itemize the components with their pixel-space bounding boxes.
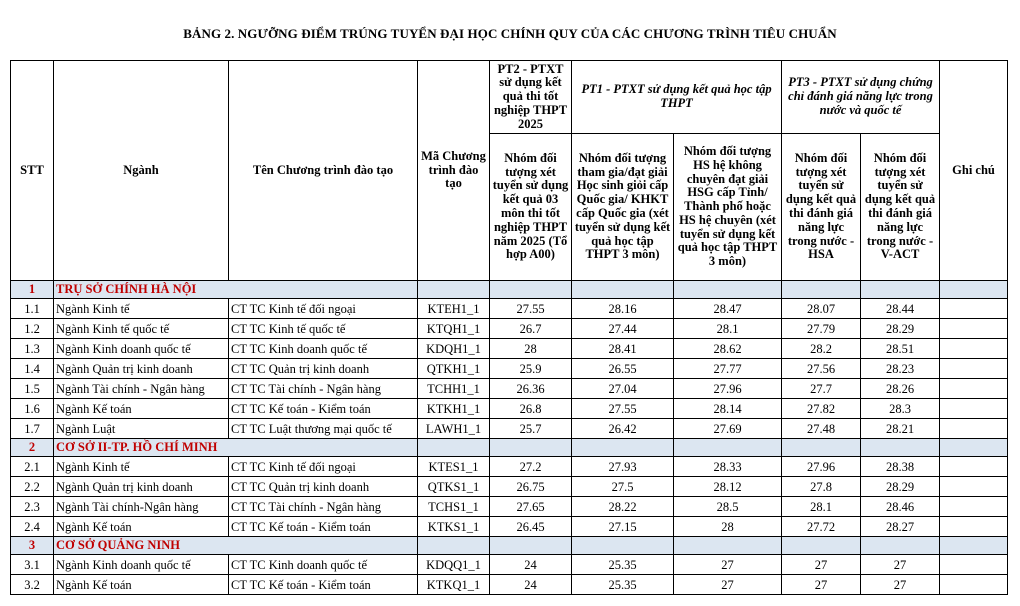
row-major: Ngành Kinh tế — [54, 299, 229, 319]
section-empty-cell — [418, 537, 490, 555]
row-pt1-national-score: 25.35 — [572, 555, 674, 575]
table-body — [11, 281, 1008, 595]
header-program-code: Mã Chương trình đào tạo — [418, 61, 490, 281]
row-pt1-national-score: 27.15 — [572, 517, 674, 537]
table-row — [11, 399, 1008, 419]
section-empty-cell — [861, 439, 940, 457]
row-hsa-score: 27 — [782, 555, 861, 575]
table-row — [11, 575, 1008, 595]
row-major: Ngành Kế toán — [54, 517, 229, 537]
row-hsa-score: 27.48 — [782, 419, 861, 439]
table-row — [11, 379, 1008, 399]
header-nganh: Ngành — [54, 61, 229, 281]
row-vact-score: 28.26 — [861, 379, 940, 399]
row-note — [940, 379, 1008, 399]
subheader-pt2-group: Nhóm đối tượng xét tuyển sử dụng kết quả 03 môn thi tốt nghiệp THPT năm 2025 (Tổ hợp A00) — [490, 134, 572, 281]
table-row — [11, 359, 1008, 379]
row-code: QTKS1_1 — [418, 477, 490, 497]
section-empty-cell — [674, 281, 782, 299]
row-program: CT TC Kinh tế đối ngoại — [229, 299, 418, 319]
row-program: CT TC Quản trị kinh doanh — [229, 359, 418, 379]
section-name: CƠ SỞ II-TP. HỒ CHÍ MINH — [54, 439, 418, 457]
section-name: CƠ SỞ QUẢNG NINH — [54, 537, 418, 555]
section-empty-cell — [861, 281, 940, 299]
row-program: CT TC Tài chính - Ngân hàng — [229, 497, 418, 517]
header-pt2: PT2 - PTXT sử dụng kết quả thi tốt nghiệp THPT 2025 — [490, 61, 572, 134]
row-pt1-provincial-score: 28.33 — [674, 457, 782, 477]
row-stt: 1.1 — [11, 299, 54, 319]
row-program: CT TC Tài chính - Ngân hàng — [229, 379, 418, 399]
row-program: CT TC Kế toán - Kiểm toán — [229, 399, 418, 419]
section-empty-cell — [572, 439, 674, 457]
row-vact-score: 28.51 — [861, 339, 940, 359]
row-hsa-score: 27.8 — [782, 477, 861, 497]
row-pt1-provincial-score: 27.69 — [674, 419, 782, 439]
header-notes: Ghi chú — [940, 61, 1008, 281]
row-pt1-national-score: 25.35 — [572, 575, 674, 595]
row-stt: 2.2 — [11, 477, 54, 497]
table-row — [11, 517, 1008, 537]
row-vact-score: 28.46 — [861, 497, 940, 517]
subheader-pt1-national: Nhóm đối tượng tham gia/đạt giải Học sinh giỏi cấp Quốc gia/ KHKT cấp Quốc gia (xét tuyển sử dụng kết quả học tập THPT 3 môn) — [572, 134, 674, 281]
row-program: CT TC Luật thương mại quốc tế — [229, 419, 418, 439]
row-pt2-score: 24 — [490, 555, 572, 575]
section-empty-cell — [490, 439, 572, 457]
row-hsa-score: 28.07 — [782, 299, 861, 319]
row-major: Ngành Luật — [54, 419, 229, 439]
row-note — [940, 359, 1008, 379]
row-pt2-score: 26.45 — [490, 517, 572, 537]
section-empty-cell — [572, 281, 674, 299]
section-empty-cell — [940, 439, 1008, 457]
row-pt1-provincial-score: 28.14 — [674, 399, 782, 419]
row-note — [940, 399, 1008, 419]
table-row — [11, 299, 1008, 319]
table-row — [11, 497, 1008, 517]
row-pt1-national-score: 27.55 — [572, 399, 674, 419]
row-hsa-score: 27.72 — [782, 517, 861, 537]
row-major: Ngành Kinh tế quốc tế — [54, 319, 229, 339]
row-hsa-score: 28.2 — [782, 339, 861, 359]
row-pt1-provincial-score: 28 — [674, 517, 782, 537]
row-pt1-national-score: 27.93 — [572, 457, 674, 477]
row-pt1-provincial-score: 27.77 — [674, 359, 782, 379]
row-vact-score: 28.29 — [861, 477, 940, 497]
row-code: KDQQ1_1 — [418, 555, 490, 575]
section-empty-cell — [490, 281, 572, 299]
row-code: KTEH1_1 — [418, 299, 490, 319]
row-major: Ngành Tài chính - Ngân hàng — [54, 379, 229, 399]
row-vact-score: 28.21 — [861, 419, 940, 439]
table-row — [11, 457, 1008, 477]
section-row — [11, 537, 1008, 555]
row-major: Ngành Kế toán — [54, 575, 229, 595]
row-pt1-national-score: 27.5 — [572, 477, 674, 497]
subheader-pt1-provincial: Nhóm đối tượng HS hệ không chuyên đạt giải HSG cấp Tỉnh/ Thành phố hoặc HS hệ chuyên (xét tuyển sử dụng kết quả học tập THPT 3 môn) — [674, 134, 782, 281]
row-vact-score: 28.27 — [861, 517, 940, 537]
section-empty-cell — [782, 439, 861, 457]
table-row — [11, 339, 1008, 359]
row-hsa-score: 27.96 — [782, 457, 861, 477]
section-name: TRỤ SỞ CHÍNH HÀ NỘI — [54, 281, 418, 299]
row-hsa-score: 27.79 — [782, 319, 861, 339]
row-code: QTKH1_1 — [418, 359, 490, 379]
row-pt1-provincial-score: 28.1 — [674, 319, 782, 339]
row-stt: 1.6 — [11, 399, 54, 419]
row-pt1-provincial-score: 27 — [674, 575, 782, 595]
row-code: KTKH1_1 — [418, 399, 490, 419]
row-stt: 1.5 — [11, 379, 54, 399]
row-note — [940, 339, 1008, 359]
row-vact-score: 28.3 — [861, 399, 940, 419]
section-empty-cell — [674, 537, 782, 555]
row-note — [940, 319, 1008, 339]
row-major: Ngành Kinh tế — [54, 457, 229, 477]
row-vact-score: 27 — [861, 575, 940, 595]
row-vact-score: 28.29 — [861, 319, 940, 339]
row-vact-score: 28.38 — [861, 457, 940, 477]
row-program: CT TC Kinh tế đối ngoại — [229, 457, 418, 477]
row-pt2-score: 28 — [490, 339, 572, 359]
section-number: 2 — [11, 439, 54, 457]
row-pt1-provincial-score: 27.96 — [674, 379, 782, 399]
row-code: TCHS1_1 — [418, 497, 490, 517]
table-row — [11, 477, 1008, 497]
row-pt1-provincial-score: 27 — [674, 555, 782, 575]
row-major: Ngành Kinh doanh quốc tế — [54, 339, 229, 359]
section-empty-cell — [782, 537, 861, 555]
row-pt2-score: 24 — [490, 575, 572, 595]
row-note — [940, 457, 1008, 477]
row-stt: 3.1 — [11, 555, 54, 575]
header-program-name: Tên Chương trình đào tạo — [229, 61, 418, 281]
section-row — [11, 439, 1008, 457]
header-pt1: PT1 - PTXT sử dụng kết quả học tập THPT — [572, 61, 782, 134]
row-pt1-national-score: 28.22 — [572, 497, 674, 517]
row-hsa-score: 27.56 — [782, 359, 861, 379]
row-pt2-score: 27.65 — [490, 497, 572, 517]
row-pt1-national-score: 28.16 — [572, 299, 674, 319]
row-note — [940, 555, 1008, 575]
section-empty-cell — [490, 537, 572, 555]
table-row — [11, 319, 1008, 339]
row-pt1-national-score: 28.41 — [572, 339, 674, 359]
section-empty-cell — [940, 281, 1008, 299]
row-major: Ngành Quản trị kinh doanh — [54, 477, 229, 497]
row-vact-score: 28.44 — [861, 299, 940, 319]
row-stt: 1.2 — [11, 319, 54, 339]
row-program: CT TC Kế toán - Kiểm toán — [229, 517, 418, 537]
row-pt2-score: 25.9 — [490, 359, 572, 379]
row-stt: 1.3 — [11, 339, 54, 359]
row-pt1-national-score: 27.04 — [572, 379, 674, 399]
row-stt: 2.4 — [11, 517, 54, 537]
table-title: BẢNG 2. NGƯỠNG ĐIỂM TRÚNG TUYỂN ĐẠI HỌC CHÍNH QUY CỦA CÁC CHƯƠNG TRÌNH TIÊU CHUẨN — [183, 26, 837, 41]
section-empty-cell — [418, 281, 490, 299]
row-hsa-score: 27.82 — [782, 399, 861, 419]
header-stt: STT — [11, 61, 54, 281]
row-pt2-score: 26.75 — [490, 477, 572, 497]
row-pt1-national-score: 26.42 — [572, 419, 674, 439]
row-note — [940, 299, 1008, 319]
row-note — [940, 575, 1008, 595]
row-note — [940, 419, 1008, 439]
section-empty-cell — [572, 537, 674, 555]
row-code: KTKS1_1 — [418, 517, 490, 537]
row-note — [940, 477, 1008, 497]
row-code: KDQH1_1 — [418, 339, 490, 359]
row-stt: 2.1 — [11, 457, 54, 477]
row-pt2-score: 26.7 — [490, 319, 572, 339]
row-stt: 1.4 — [11, 359, 54, 379]
row-program: CT TC Quản trị kinh doanh — [229, 477, 418, 497]
row-code: LAWH1_1 — [418, 419, 490, 439]
row-major: Ngành Kinh doanh quốc tế — [54, 555, 229, 575]
section-row — [11, 281, 1008, 299]
header-pt3: PT3 - PTXT sử dụng chứng chỉ đánh giá năng lực trong nước và quốc tế — [782, 61, 940, 134]
row-pt2-score: 25.7 — [490, 419, 572, 439]
table-row — [11, 419, 1008, 439]
section-empty-cell — [674, 439, 782, 457]
row-pt1-national-score: 27.44 — [572, 319, 674, 339]
section-empty-cell — [418, 439, 490, 457]
section-number: 3 — [11, 537, 54, 555]
row-code: KTES1_1 — [418, 457, 490, 477]
row-pt2-score: 26.36 — [490, 379, 572, 399]
row-program: CT TC Kế toán - Kiểm toán — [229, 575, 418, 595]
row-pt1-provincial-score: 28.5 — [674, 497, 782, 517]
row-hsa-score: 28.1 — [782, 497, 861, 517]
row-stt: 3.2 — [11, 575, 54, 595]
row-pt1-provincial-score: 28.47 — [674, 299, 782, 319]
row-program: CT TC Kinh tế quốc tế — [229, 319, 418, 339]
admission-score-table — [10, 60, 1008, 595]
row-stt: 2.3 — [11, 497, 54, 517]
row-pt2-score: 26.8 — [490, 399, 572, 419]
row-major: Ngành Quản trị kinh doanh — [54, 359, 229, 379]
row-pt2-score: 27.2 — [490, 457, 572, 477]
row-hsa-score: 27 — [782, 575, 861, 595]
row-vact-score: 27 — [861, 555, 940, 575]
row-note — [940, 517, 1008, 537]
row-pt1-provincial-score: 28.12 — [674, 477, 782, 497]
section-empty-cell — [940, 537, 1008, 555]
row-vact-score: 28.23 — [861, 359, 940, 379]
row-major: Ngành Tài chính-Ngân hàng — [54, 497, 229, 517]
section-empty-cell — [861, 537, 940, 555]
row-code: KTQH1_1 — [418, 319, 490, 339]
row-pt2-score: 27.55 — [490, 299, 572, 319]
row-stt: 1.7 — [11, 419, 54, 439]
subheader-pt3-vact: Nhóm đối tượng xét tuyển sử dụng kết quả thi đánh giá năng lực trong nước - V-ACT — [861, 134, 940, 281]
row-pt1-national-score: 26.55 — [572, 359, 674, 379]
row-pt1-provincial-score: 28.62 — [674, 339, 782, 359]
subheader-pt3-hsa: Nhóm đối tượng xét tuyển sử dụng kết quả thi đánh giá năng lực trong nước - HSA — [782, 134, 861, 281]
row-code: TCHH1_1 — [418, 379, 490, 399]
row-note — [940, 497, 1008, 517]
row-hsa-score: 27.7 — [782, 379, 861, 399]
row-code: KTKQ1_1 — [418, 575, 490, 595]
table-row — [11, 555, 1008, 575]
section-number: 1 — [11, 281, 54, 299]
section-empty-cell — [782, 281, 861, 299]
row-program: CT TC Kinh doanh quốc tế — [229, 555, 418, 575]
row-program: CT TC Kinh doanh quốc tế — [229, 339, 418, 359]
row-major: Ngành Kế toán — [54, 399, 229, 419]
